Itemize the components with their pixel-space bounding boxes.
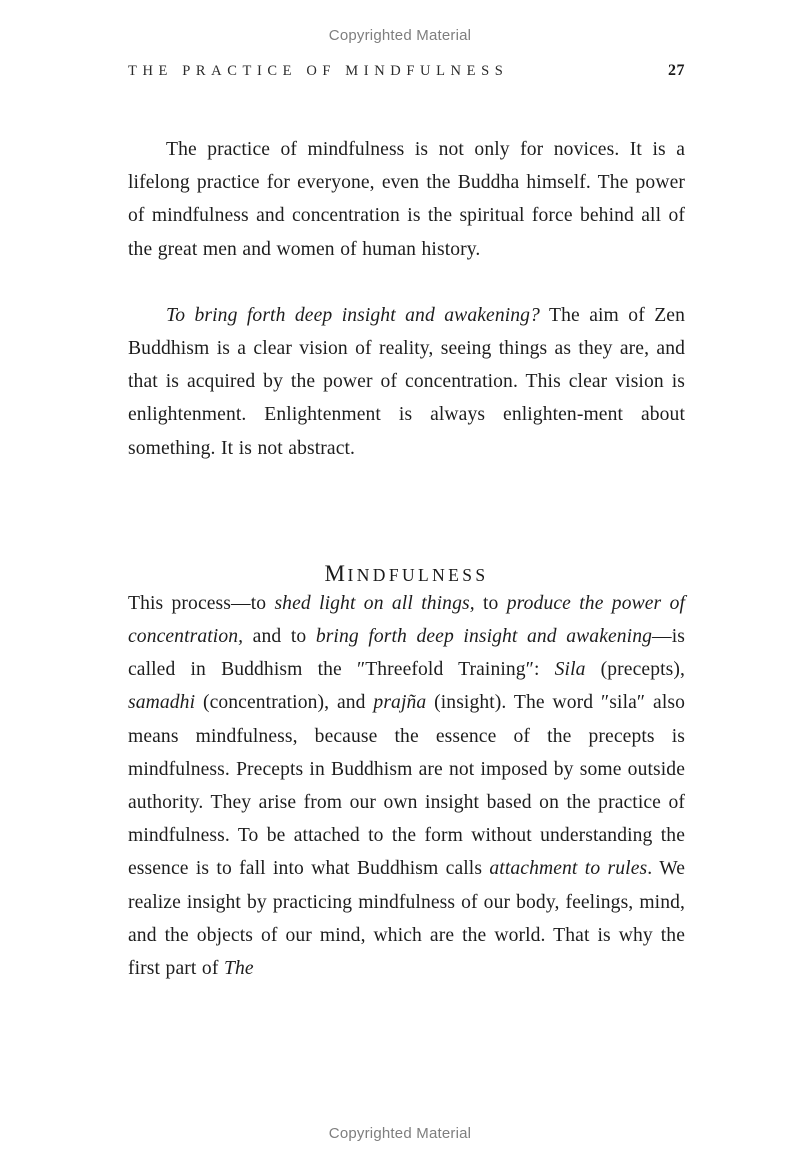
p3-seg-11: (concentration), and xyxy=(195,692,374,714)
paragraph-2-italic-lead: To bring forth deep insight and awakening? xyxy=(166,304,540,326)
section-heading-remainder: INDFULNESS xyxy=(347,564,489,585)
p3-seg-9: (precepts), xyxy=(585,659,685,681)
p3-seg-14-italic: attachment to rules xyxy=(489,858,648,880)
p3-seg-6-italic: bring forth deep insight and awakening xyxy=(315,626,653,648)
p3-seg-8-italic: Sila xyxy=(554,659,586,681)
copyright-watermark-bottom: Copyrighted Material xyxy=(328,1125,472,1142)
paragraph-2-rest: The aim of Zen Buddhism is a clear vision of reality, seeing things as they are, and that is acquired by the power of concentration. This clear vision is enlightenment. Enlightenment is always enlighten‑ment about something. It is not abstract. xyxy=(128,304,685,459)
p3-seg-16-italic: The xyxy=(223,958,254,980)
text-block xyxy=(128,133,685,985)
running-head xyxy=(128,62,685,80)
p3-seg-5: and to xyxy=(243,626,316,648)
section-heading-initial: M xyxy=(324,560,348,586)
p3-seg-15: . We realize insight by practicing mindfulness of our body, feelings, mind, and the objects of our mind, which are the world. That is why the first part of xyxy=(128,858,686,980)
p3-seg-3: to xyxy=(474,592,507,614)
paragraph-3 xyxy=(128,587,685,985)
p3-seg-12-italic: prajña xyxy=(373,692,427,714)
paragraph-1: The practice of mindfulness is not only for novices. It is a lifelong practice for everyone, even the Buddha himself. The power of mindfulness and concentration is the spiritual force behind all of the great men and women of human history. xyxy=(128,139,685,260)
p3-seg-13: (insight). The word ″sila″ also means mindfulness, because the essence of the precepts is mindfulness. Precepts in Buddhism are not imposed by some outside authority. They arise from our own insight based on the practice of mindfulness. To be attached to the form without understanding the essence is to fall into what Buddhism calls xyxy=(128,692,685,880)
p3-seg-7: —is called in Buddhism the ″Threefold Training″: xyxy=(128,626,685,681)
running-head-title: THE PRACTICE OF MINDFULNESS xyxy=(128,63,509,79)
paragraph-2 xyxy=(128,299,685,465)
p3-seg-1: This process—to xyxy=(128,592,275,614)
section-heading xyxy=(128,561,685,587)
section-heading-wrapper xyxy=(128,561,685,587)
p3-seg-2-italic: shed light on all things, xyxy=(274,592,475,614)
p3-seg-10-italic: samadhi xyxy=(128,692,196,714)
copyright-watermark-top: Copyrighted Material xyxy=(328,27,472,44)
p3-seg-4-italic: produce the power of concentration, xyxy=(128,592,686,648)
page-number: 27 xyxy=(668,62,685,79)
